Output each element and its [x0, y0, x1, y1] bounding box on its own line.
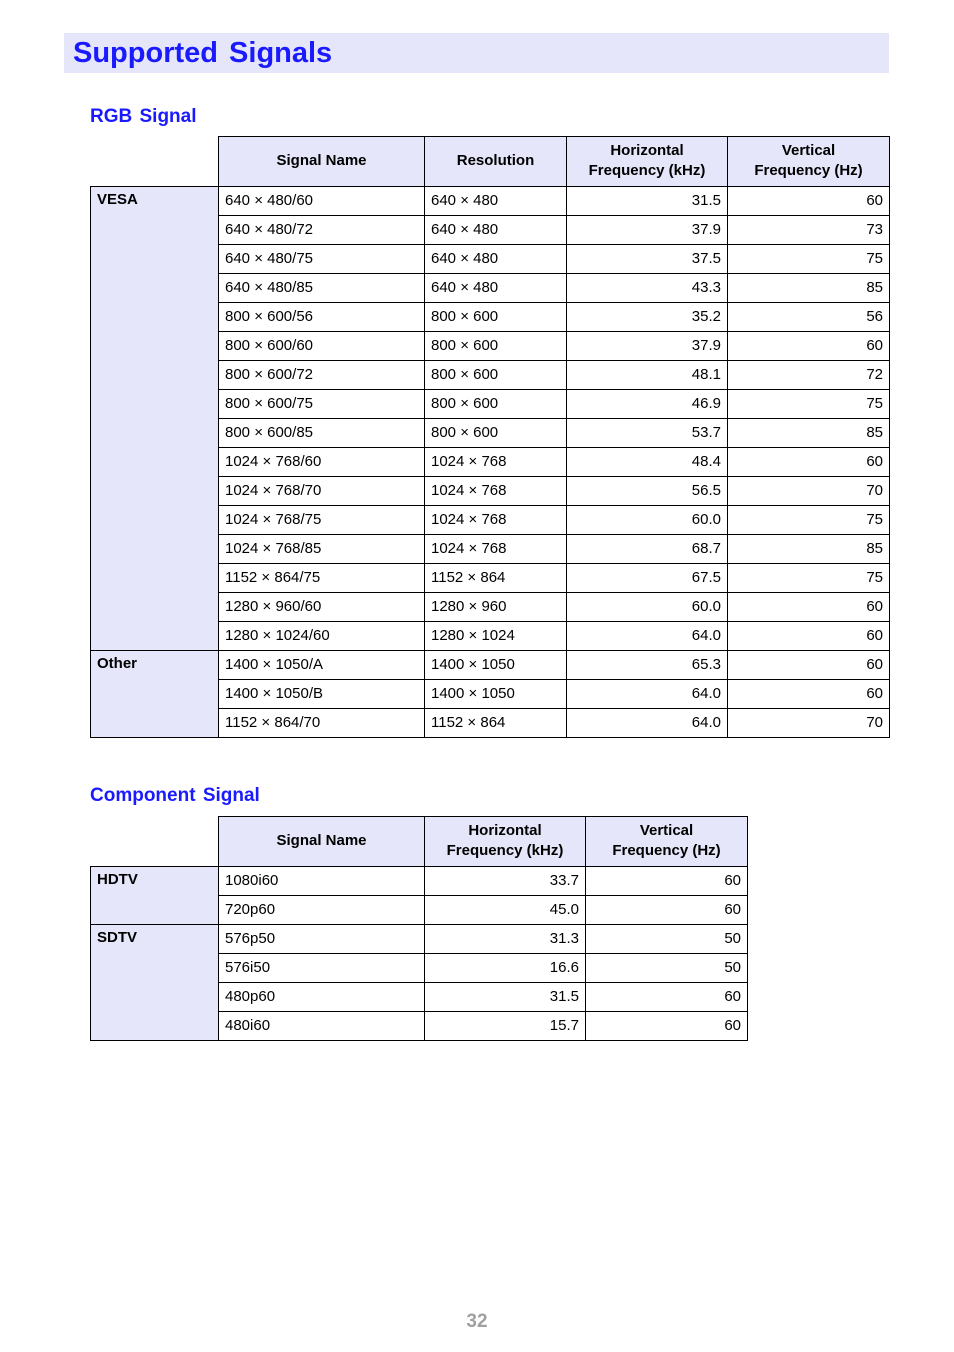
- horizontal-frequency-cell: 46.9: [567, 390, 728, 419]
- vertical-frequency-cell: 50: [586, 954, 748, 983]
- component-header-horizontal-frequency: [425, 817, 586, 867]
- vertical-frequency-cell: 60: [728, 332, 890, 361]
- component-signal-heading: Component Signal: [90, 785, 260, 806]
- horizontal-frequency-cell: 31.5: [567, 187, 728, 216]
- signal-name-cell: 1152 × 864/75: [219, 564, 425, 593]
- rgb-header-signal-name: Signal Name: [219, 137, 425, 187]
- signal-name-cell: 480i60: [219, 1012, 425, 1041]
- resolution-cell: 640 × 480: [425, 245, 567, 274]
- horizontal-frequency-cell: 67.5: [567, 564, 728, 593]
- resolution-cell: 800 × 600: [425, 390, 567, 419]
- vertical-frequency-cell: 56: [728, 303, 890, 332]
- horizontal-frequency-cell: 60.0: [567, 506, 728, 535]
- signal-name-cell: 1080i60: [219, 867, 425, 896]
- component-header-signal-name: Signal Name: [219, 817, 425, 867]
- signal-name-cell: 640 × 480/85: [219, 274, 425, 303]
- component-table-body: [91, 867, 748, 1041]
- rgb-header-row: [91, 137, 890, 187]
- signal-name-cell: 800 × 600/72: [219, 361, 425, 390]
- resolution-cell: 1400 × 1050: [425, 651, 567, 680]
- horizontal-frequency-cell: 37.9: [567, 332, 728, 361]
- resolution-cell: 1400 × 1050: [425, 680, 567, 709]
- resolution-cell: 1152 × 864: [425, 709, 567, 738]
- signal-name-cell: 640 × 480/72: [219, 216, 425, 245]
- horizontal-frequency-cell: 35.2: [567, 303, 728, 332]
- vertical-frequency-cell: 60: [728, 593, 890, 622]
- horizontal-frequency-cell: 48.1: [567, 361, 728, 390]
- horizontal-frequency-cell: 31.3: [425, 925, 586, 954]
- signal-name-cell: 1024 × 768/70: [219, 477, 425, 506]
- component-header-corner: [91, 817, 219, 867]
- resolution-cell: 640 × 480: [425, 216, 567, 245]
- signal-group-label: HDTV: [91, 867, 219, 925]
- horizontal-frequency-cell: 37.5: [567, 245, 728, 274]
- resolution-cell: 640 × 480: [425, 187, 567, 216]
- component-header-vertical-frequency: [586, 817, 748, 867]
- signal-name-cell: 1280 × 1024/60: [219, 622, 425, 651]
- signal-name-cell: 576i50: [219, 954, 425, 983]
- signal-name-cell: 1280 × 960/60: [219, 593, 425, 622]
- signal-name-cell: 576p50: [219, 925, 425, 954]
- vertical-frequency-cell: 60: [586, 983, 748, 1012]
- horizontal-frequency-cell: 48.4: [567, 448, 728, 477]
- vertical-frequency-cell: 72: [728, 361, 890, 390]
- signal-group-label: SDTV: [91, 925, 219, 1041]
- vertical-frequency-cell: 85: [728, 274, 890, 303]
- page-title: Supported Signals: [73, 37, 333, 69]
- horizontal-frequency-cell: 53.7: [567, 419, 728, 448]
- rgb-header-h-line2: Frequency (kHz): [588, 162, 706, 179]
- vertical-frequency-cell: 85: [728, 419, 890, 448]
- horizontal-frequency-cell: 60.0: [567, 593, 728, 622]
- vertical-frequency-cell: 70: [728, 477, 890, 506]
- resolution-cell: 1152 × 864: [425, 564, 567, 593]
- vertical-frequency-cell: 73: [728, 216, 890, 245]
- horizontal-frequency-cell: 64.0: [567, 622, 728, 651]
- signal-name-cell: 720p60: [219, 896, 425, 925]
- component-header-h-line2: Frequency (kHz): [446, 842, 564, 859]
- vertical-frequency-cell: 75: [728, 564, 890, 593]
- page-title-bar: [64, 33, 889, 73]
- horizontal-frequency-cell: 65.3: [567, 651, 728, 680]
- page-number: 32: [466, 1311, 488, 1332]
- rgb-header-corner: [91, 137, 219, 187]
- vertical-frequency-cell: 60: [586, 867, 748, 896]
- component-header-row: [91, 817, 748, 867]
- vertical-frequency-cell: 50: [586, 925, 748, 954]
- resolution-cell: 1280 × 960: [425, 593, 567, 622]
- horizontal-frequency-cell: 64.0: [567, 680, 728, 709]
- signal-name-cell: 800 × 600/85: [219, 419, 425, 448]
- rgb-header-resolution: Resolution: [425, 137, 567, 187]
- component-header-v-line2: Frequency (Hz): [612, 842, 721, 859]
- vertical-frequency-cell: 85: [728, 535, 890, 564]
- table-row: [91, 651, 890, 680]
- vertical-frequency-cell: 60: [586, 896, 748, 925]
- signal-name-cell: 640 × 480/75: [219, 245, 425, 274]
- resolution-cell: 640 × 480: [425, 274, 567, 303]
- vertical-frequency-cell: 60: [586, 1012, 748, 1041]
- vertical-frequency-cell: 70: [728, 709, 890, 738]
- vertical-frequency-cell: 75: [728, 506, 890, 535]
- vertical-frequency-cell: 60: [728, 622, 890, 651]
- horizontal-frequency-cell: 64.0: [567, 709, 728, 738]
- resolution-cell: 800 × 600: [425, 332, 567, 361]
- signal-name-cell: 800 × 600/56: [219, 303, 425, 332]
- vertical-frequency-cell: 75: [728, 390, 890, 419]
- rgb-header-horizontal-frequency: [567, 137, 728, 187]
- table-row: [91, 187, 890, 216]
- signal-name-cell: 1024 × 768/60: [219, 448, 425, 477]
- rgb-table-body: [91, 187, 890, 738]
- resolution-cell: 1024 × 768: [425, 448, 567, 477]
- horizontal-frequency-cell: 68.7: [567, 535, 728, 564]
- rgb-header-v-line1: Vertical: [781, 142, 836, 159]
- horizontal-frequency-cell: 45.0: [425, 896, 586, 925]
- vertical-frequency-cell: 60: [728, 680, 890, 709]
- signal-name-cell: 1400 × 1050/A: [219, 651, 425, 680]
- component-signal-table: [90, 816, 748, 1041]
- resolution-cell: 800 × 600: [425, 361, 567, 390]
- signal-name-cell: 480p60: [219, 983, 425, 1012]
- vertical-frequency-cell: 60: [728, 187, 890, 216]
- rgb-signal-table: [90, 136, 890, 738]
- signal-name-cell: 800 × 600/60: [219, 332, 425, 361]
- resolution-cell: 1024 × 768: [425, 477, 567, 506]
- signal-name-cell: 1152 × 864/70: [219, 709, 425, 738]
- table-row: [91, 867, 748, 896]
- signal-name-cell: 640 × 480/60: [219, 187, 425, 216]
- resolution-cell: 1280 × 1024: [425, 622, 567, 651]
- signal-group-label: Other: [91, 651, 219, 738]
- rgb-header-vertical-frequency: [728, 137, 890, 187]
- horizontal-frequency-cell: 16.6: [425, 954, 586, 983]
- horizontal-frequency-cell: 43.3: [567, 274, 728, 303]
- component-header-v-line1: Vertical: [639, 822, 694, 839]
- horizontal-frequency-cell: 33.7: [425, 867, 586, 896]
- rgb-signal-heading: RGB Signal: [90, 106, 197, 127]
- resolution-cell: 800 × 600: [425, 419, 567, 448]
- horizontal-frequency-cell: 37.9: [567, 216, 728, 245]
- component-header-h-line1: Horizontal: [468, 822, 542, 839]
- rgb-header-v-line2: Frequency (Hz): [754, 162, 863, 179]
- horizontal-frequency-cell: 15.7: [425, 1012, 586, 1041]
- table-row: [91, 925, 748, 954]
- resolution-cell: 1024 × 768: [425, 535, 567, 564]
- signal-name-cell: 800 × 600/75: [219, 390, 425, 419]
- signal-name-cell: 1024 × 768/75: [219, 506, 425, 535]
- vertical-frequency-cell: 60: [728, 448, 890, 477]
- resolution-cell: 800 × 600: [425, 303, 567, 332]
- signal-name-cell: 1400 × 1050/B: [219, 680, 425, 709]
- horizontal-frequency-cell: 31.5: [425, 983, 586, 1012]
- vertical-frequency-cell: 60: [728, 651, 890, 680]
- rgb-header-h-line1: Horizontal: [610, 142, 684, 159]
- vertical-frequency-cell: 75: [728, 245, 890, 274]
- signal-group-label: VESA: [91, 187, 219, 651]
- horizontal-frequency-cell: 56.5: [567, 477, 728, 506]
- resolution-cell: 1024 × 768: [425, 506, 567, 535]
- signal-name-cell: 1024 × 768/85: [219, 535, 425, 564]
